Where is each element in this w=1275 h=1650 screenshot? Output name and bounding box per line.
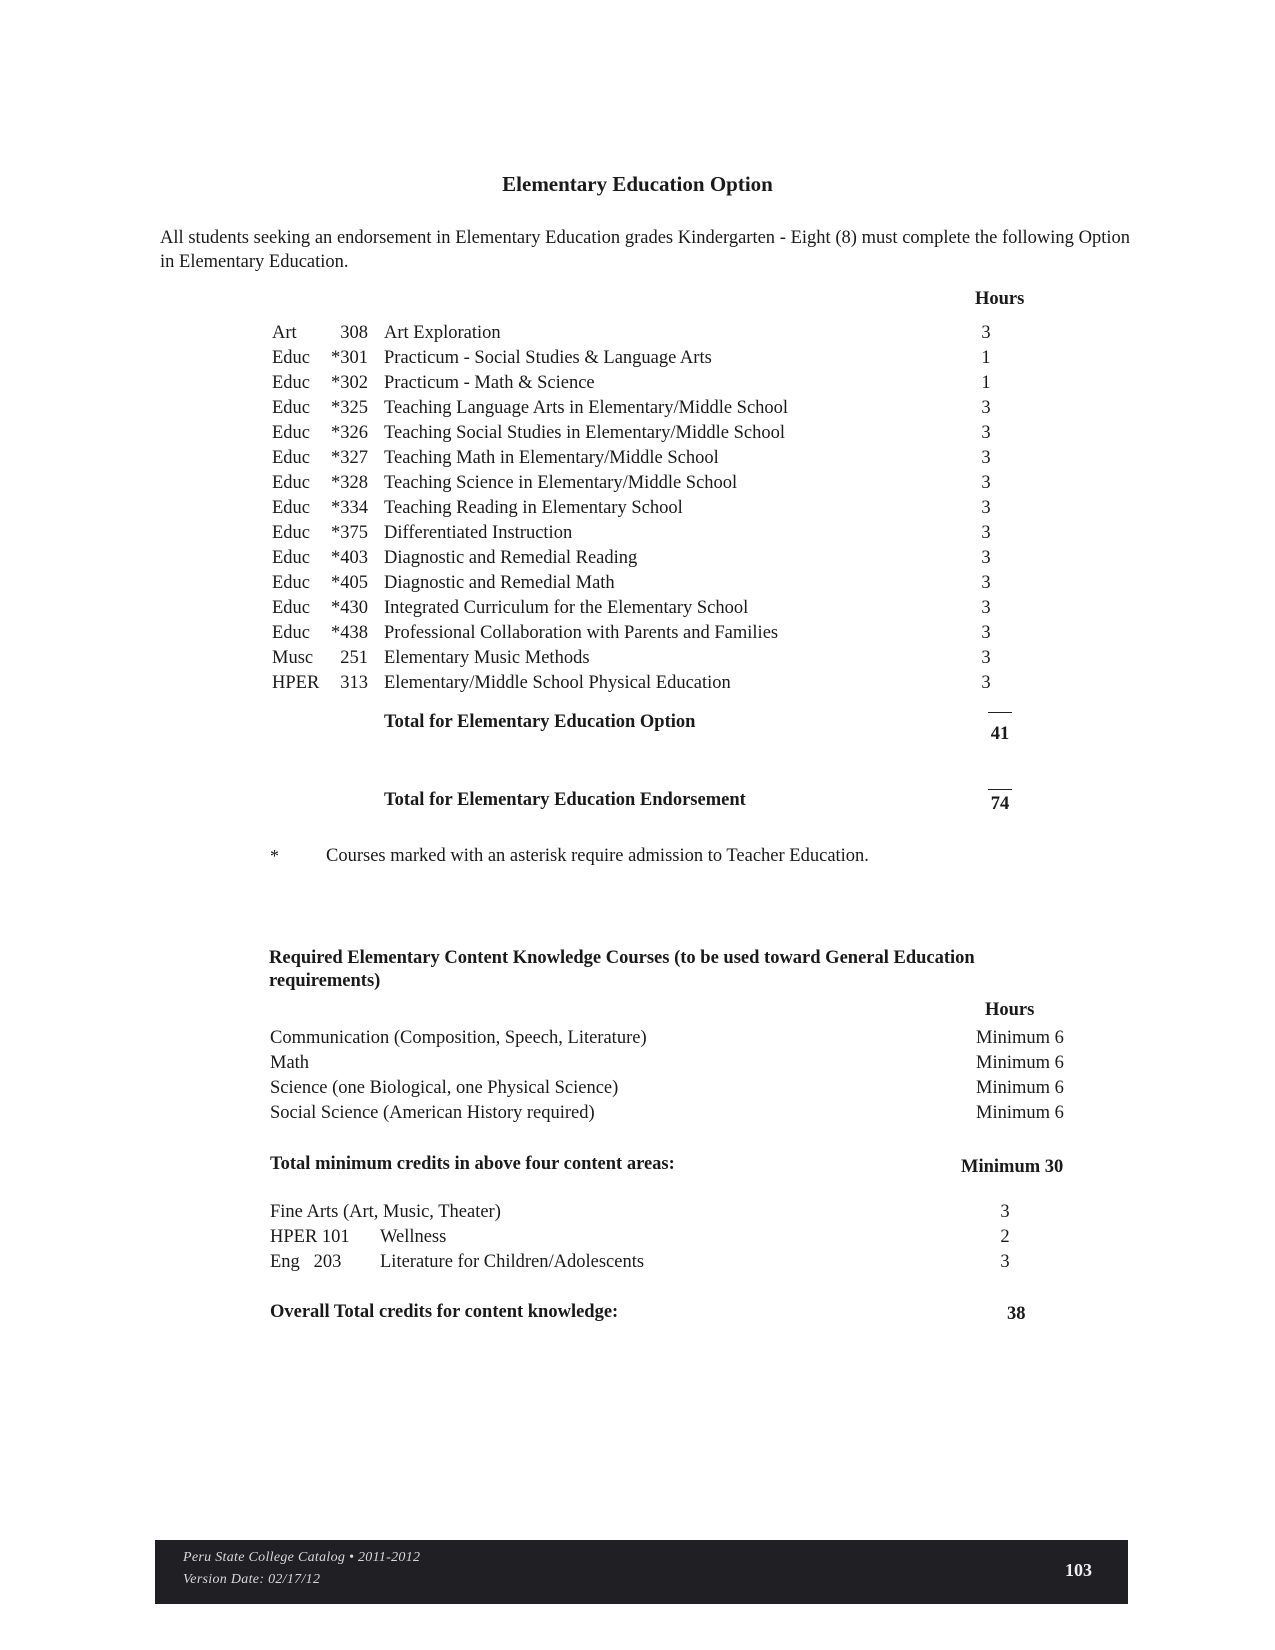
- content-area-label: Social Science (American History required): [270, 1103, 595, 1123]
- catalog-footer: [155, 1540, 1128, 1604]
- course-number: *375: [331, 523, 368, 543]
- course-row: [272, 671, 1032, 696]
- course-title: Teaching Reading in Elementary School: [384, 498, 683, 518]
- course-title: Practicum - Math & Science: [384, 373, 595, 393]
- course-number: *405: [331, 573, 368, 593]
- course-row: [272, 646, 1032, 671]
- course-number: *301: [331, 348, 368, 368]
- course-dept: Musc: [272, 648, 314, 668]
- course-row: [272, 546, 1032, 571]
- extra-course-title: Literature for Children/Adolescents: [380, 1252, 645, 1272]
- content-area-list: [270, 1026, 1100, 1126]
- course-title: Teaching Science in Elementary/Middle School: [384, 473, 738, 493]
- course-hours: 3: [981, 323, 991, 343]
- intro-paragraph: All students seeking an endorsement in Elementary Education grades Kindergarten - Eight (8) must complete the following Option in Elementary Education.: [160, 228, 1130, 272]
- content-area-row: [270, 1076, 1100, 1101]
- asterisk-marker: *: [270, 846, 279, 866]
- extra-course-title: Wellness: [380, 1227, 447, 1247]
- extra-course-row: [270, 1250, 1100, 1275]
- endorsement-total-value: 74: [990, 794, 1010, 814]
- content-area-row: [270, 1026, 1100, 1051]
- page-title: Elementary Education Option: [502, 172, 773, 196]
- course-dept: Educ: [272, 373, 311, 393]
- footer-version-date: Version Date: 02/17/12: [183, 1572, 321, 1587]
- course-list: [272, 321, 1032, 701]
- course-number: *302: [331, 373, 368, 393]
- extra-course-list: [270, 1200, 1100, 1275]
- course-number: 313: [340, 673, 368, 693]
- course-title: Practicum - Social Studies & Language Arts: [384, 348, 712, 368]
- course-title: Teaching Social Studies in Elementary/Middle School: [384, 423, 786, 443]
- course-number: *438: [331, 623, 368, 643]
- course-title: Diagnostic and Remedial Math: [384, 573, 615, 593]
- course-number: *325: [331, 398, 368, 418]
- content-area-minimum: Minimum 6: [976, 1103, 1064, 1123]
- course-dept: Educ: [272, 348, 311, 368]
- course-hours: 3: [981, 498, 991, 518]
- extra-course-hours: 3: [1000, 1252, 1010, 1272]
- course-title: Teaching Language Arts in Elementary/Middle School: [384, 398, 789, 418]
- asterisk-note: Courses marked with an asterisk require admission to Teacher Education.: [326, 846, 869, 866]
- option-total-rule: [988, 712, 1012, 713]
- course-number: *327: [331, 448, 368, 468]
- course-number: 251: [340, 648, 368, 668]
- endorsement-total-label: Total for Elementary Education Endorsement: [384, 790, 746, 810]
- extra-course-code: Eng 203: [270, 1252, 342, 1272]
- endorsement-total-rule: [988, 789, 1012, 790]
- content-area-minimum: Minimum 6: [976, 1028, 1064, 1048]
- course-row: [272, 321, 1032, 346]
- course-hours: 3: [981, 548, 991, 568]
- course-hours: 1: [981, 373, 991, 393]
- total-minimum-label: Total minimum credits in above four content areas:: [270, 1154, 675, 1174]
- course-row: [272, 621, 1032, 646]
- course-title: Teaching Math in Elementary/Middle School: [384, 448, 719, 468]
- course-number: 308: [340, 323, 368, 343]
- overall-total-value: 38: [1007, 1304, 1026, 1324]
- course-dept: Educ: [272, 598, 311, 618]
- course-row: [272, 496, 1032, 521]
- extra-course-row: [270, 1200, 1100, 1225]
- content-knowledge-hours-header: Hours: [985, 1000, 1035, 1020]
- course-title: Diagnostic and Remedial Reading: [384, 548, 638, 568]
- course-row: [272, 346, 1032, 371]
- course-title: Integrated Curriculum for the Elementary School: [384, 598, 749, 618]
- content-area-row: [270, 1101, 1100, 1126]
- content-knowledge-heading: Required Elementary Content Knowledge Courses (to be used toward General Education requirements): [269, 948, 975, 991]
- total-minimum-value: Minimum 30: [961, 1157, 1064, 1177]
- content-area-minimum: Minimum 6: [976, 1078, 1064, 1098]
- course-number: *328: [331, 473, 368, 493]
- option-total-label: Total for Elementary Education Option: [384, 712, 696, 732]
- course-dept: HPER: [272, 673, 320, 693]
- course-hours: 3: [981, 598, 991, 618]
- course-row: [272, 421, 1032, 446]
- extra-course-code: HPER 101: [270, 1227, 350, 1247]
- footer-catalog-title: Peru State College Catalog • 2011-2012: [183, 1550, 421, 1565]
- course-dept: Educ: [272, 423, 311, 443]
- extra-course-row: [270, 1225, 1100, 1250]
- course-hours: 1: [981, 348, 991, 368]
- content-area-row: [270, 1051, 1100, 1076]
- course-dept: Educ: [272, 623, 311, 643]
- course-number: *326: [331, 423, 368, 443]
- course-row: [272, 521, 1032, 546]
- course-number: *430: [331, 598, 368, 618]
- course-dept: Educ: [272, 473, 311, 493]
- content-area-label: Math: [270, 1053, 310, 1073]
- option-total-value: 41: [990, 724, 1010, 744]
- course-row: [272, 371, 1032, 396]
- course-hours: 3: [981, 473, 991, 493]
- page-number: 103: [1065, 1560, 1092, 1580]
- course-title: Art Exploration: [384, 323, 501, 343]
- hours-header: Hours: [975, 289, 1025, 309]
- course-title: Differentiated Instruction: [384, 523, 573, 543]
- content-area-label: Science (one Biological, one Physical Science): [270, 1078, 619, 1098]
- course-hours: 3: [981, 573, 991, 593]
- course-title: Elementary/Middle School Physical Education: [384, 673, 731, 693]
- course-dept: Educ: [272, 498, 311, 518]
- course-dept: Educ: [272, 548, 311, 568]
- overall-total-label: Overall Total credits for content knowledge:: [270, 1302, 619, 1322]
- course-dept: Educ: [272, 398, 311, 418]
- course-hours: 3: [981, 448, 991, 468]
- course-title: Professional Collaboration with Parents and Families: [384, 623, 779, 643]
- course-number: *334: [331, 498, 368, 518]
- course-title: Elementary Music Methods: [384, 648, 590, 668]
- course-row: [272, 471, 1032, 496]
- content-area-minimum: Minimum 6: [976, 1053, 1064, 1073]
- course-hours: 3: [981, 523, 991, 543]
- extra-course-hours: 2: [1000, 1227, 1010, 1247]
- course-hours: 3: [981, 398, 991, 418]
- course-row: [272, 396, 1032, 421]
- course-hours: 3: [981, 648, 991, 668]
- course-row: [272, 571, 1032, 596]
- course-dept: Educ: [272, 448, 311, 468]
- extra-course-code: Fine Arts (Art, Music, Theater): [270, 1202, 501, 1222]
- extra-course-hours: 3: [1000, 1202, 1010, 1222]
- course-hours: 3: [981, 673, 991, 693]
- course-dept: Educ: [272, 573, 311, 593]
- course-hours: 3: [981, 423, 991, 443]
- course-dept: Educ: [272, 523, 311, 543]
- course-row: [272, 446, 1032, 471]
- course-hours: 3: [981, 623, 991, 643]
- course-dept: Art: [272, 323, 297, 343]
- course-number: *403: [331, 548, 368, 568]
- course-row: [272, 596, 1032, 621]
- content-area-label: Communication (Composition, Speech, Literature): [270, 1028, 647, 1048]
